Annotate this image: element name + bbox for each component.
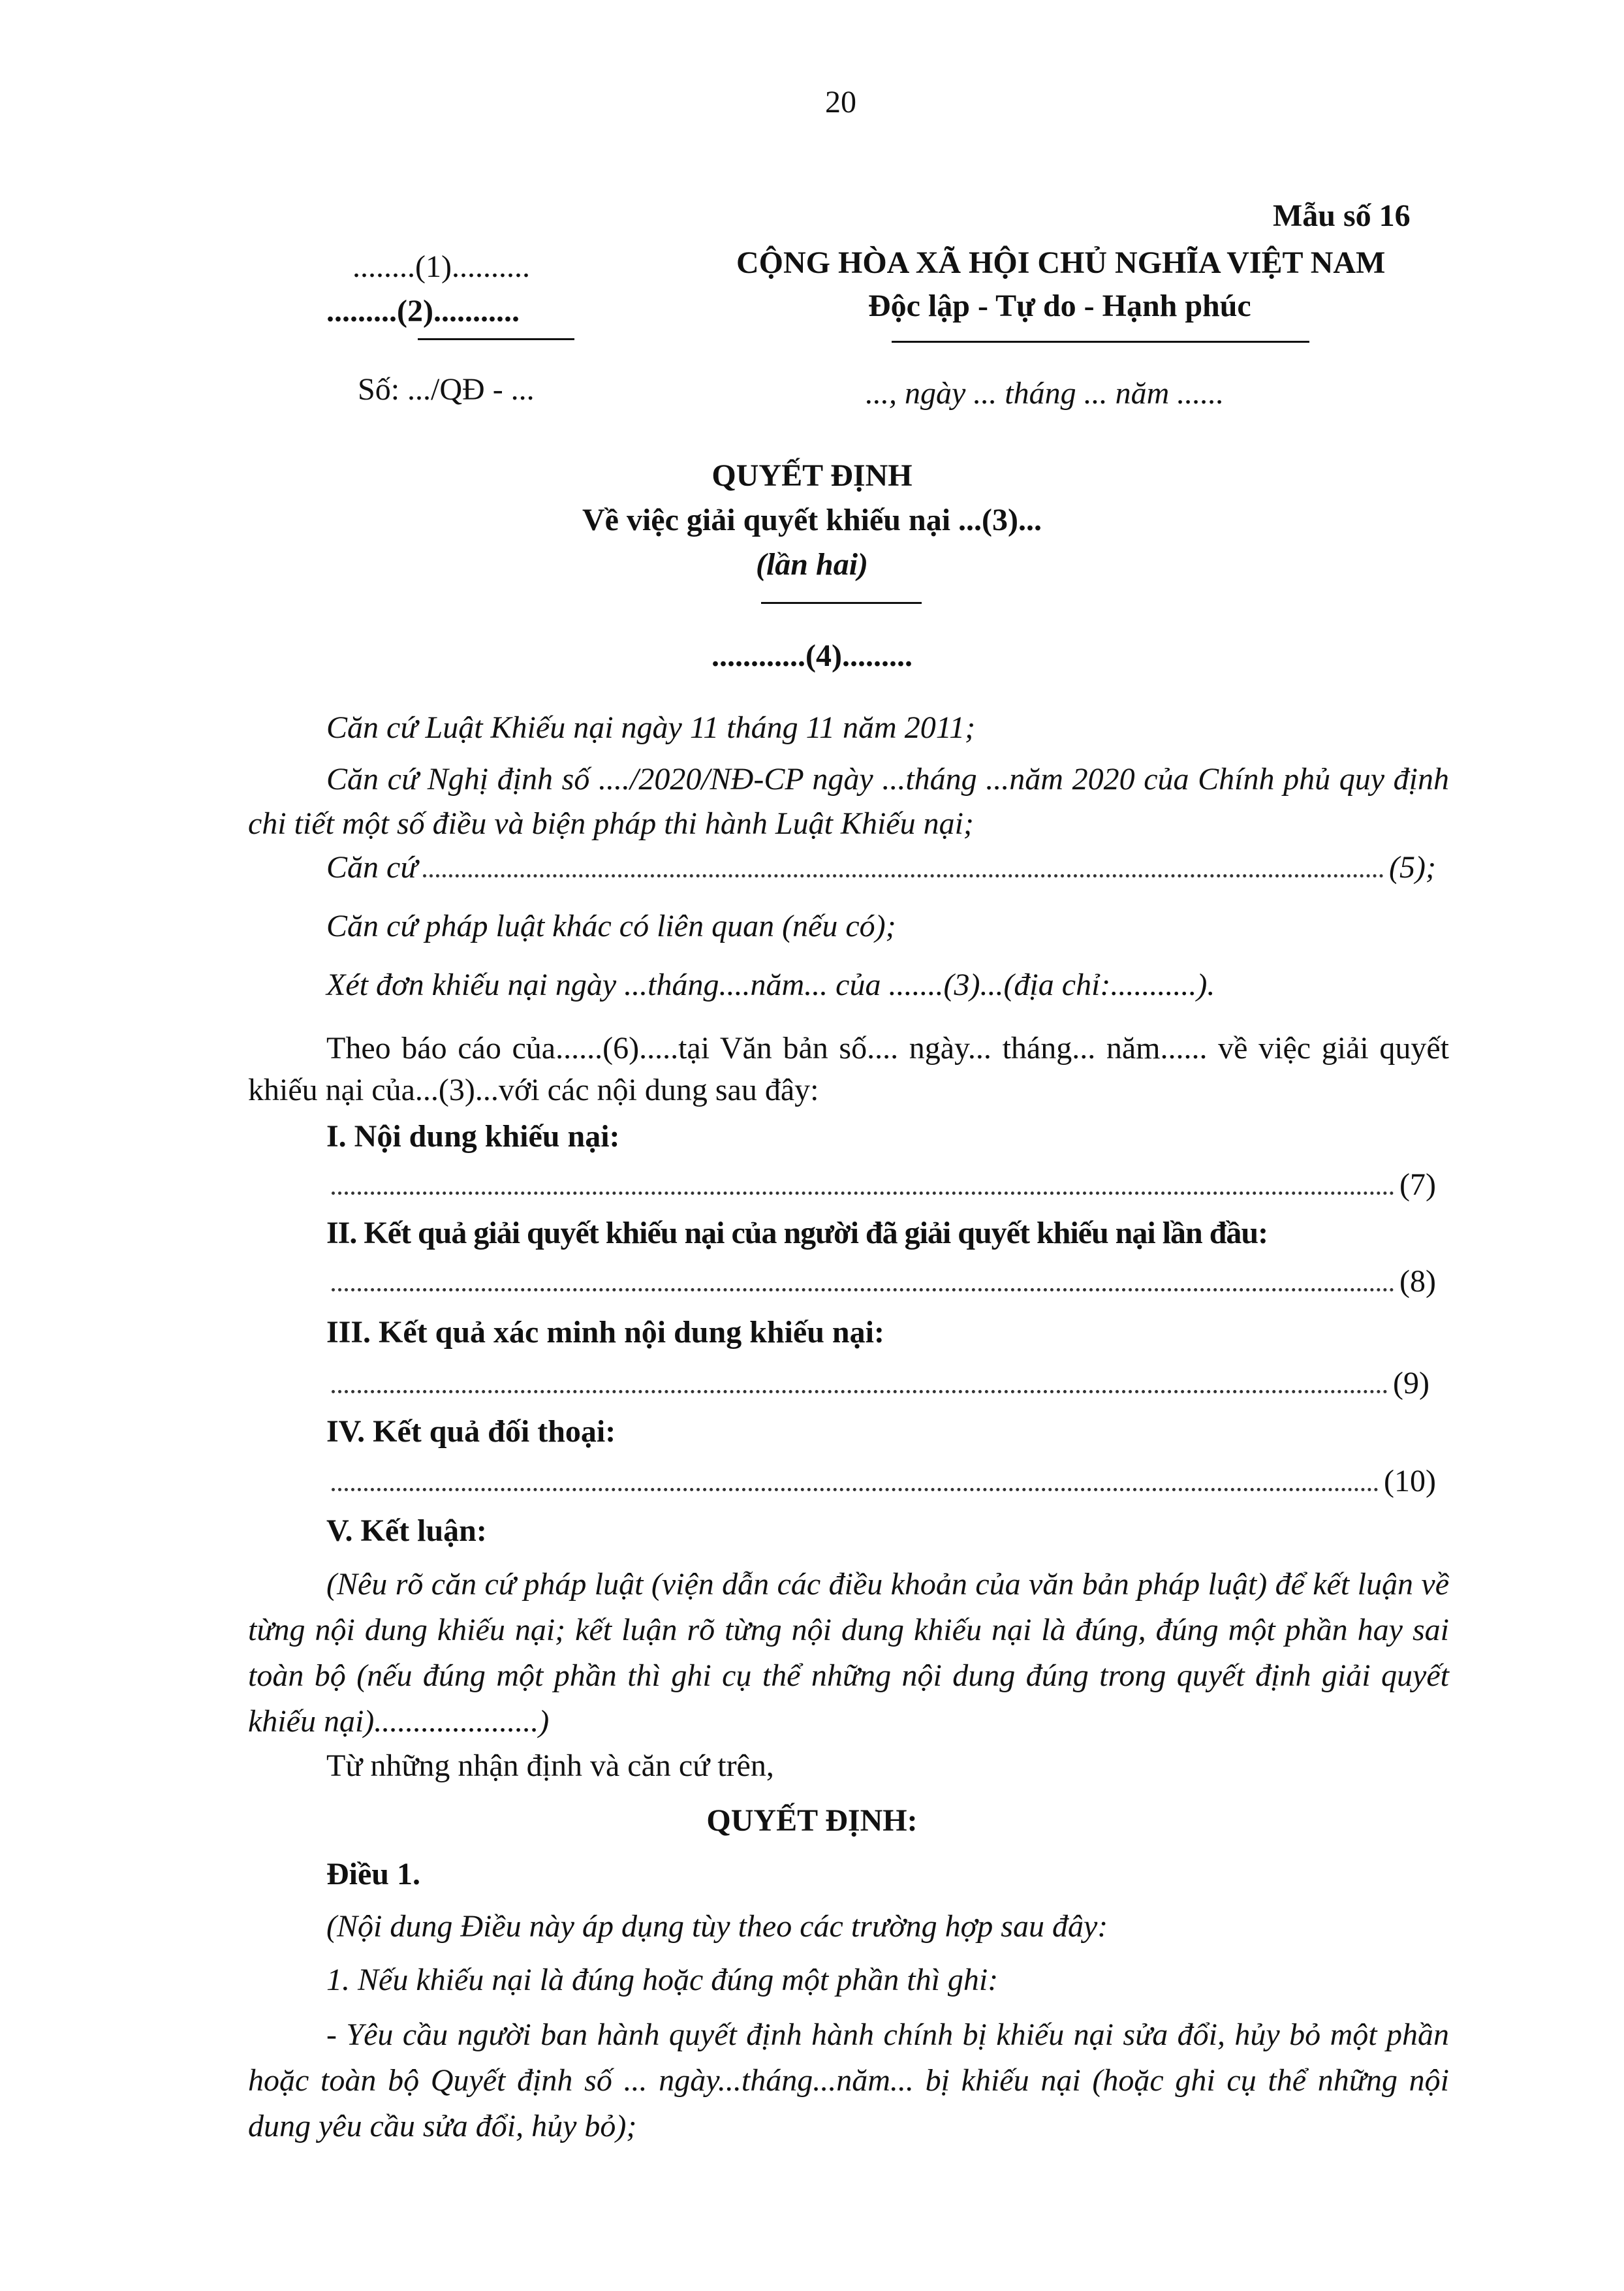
- dotted-fill: [423, 874, 1384, 877]
- section-5-heading: V. Kết luận:: [326, 1513, 487, 1548]
- issuing-body-line2: .........(2)...........: [326, 294, 520, 328]
- dotted-fill: [332, 1390, 1388, 1393]
- deciding-authority: ............(4).........: [711, 639, 913, 673]
- section-2-fill-line: [326, 1263, 1436, 1301]
- basis-complaint-law: Căn cứ Luật Khiếu nại ngày 11 tháng 11 năm 2011;: [326, 710, 976, 745]
- page-number: 20: [825, 85, 856, 119]
- national-motto: Độc lập - Tự do - Hạnh phúc: [868, 289, 1251, 323]
- section-1-fill-line: [326, 1166, 1436, 1204]
- dotted-fill: [332, 1288, 1394, 1291]
- report-paragraph: Theo báo cáo của......(6).....tại Văn bản số.... ngày... tháng... năm...... về việc giải quyết khiếu nại của...(3)...với các nội dung sau đây:: [248, 1031, 1449, 1107]
- section-4-fill-line: [326, 1462, 1436, 1500]
- conclusion-lead: Từ những nhận định và căn cứ trên,: [326, 1748, 774, 1783]
- title-rule: [761, 602, 922, 604]
- conclusion-instructions: (Nêu rõ căn cứ pháp luật (viện dẫn các điều khoản của văn bản pháp luật) để kết luận về từng nội dung khiếu nại; kết luận rõ từng nội dung khiếu nại là đúng, đúng một phần hay sai toàn bộ (nếu đúng một phần thì ghi cụ thể những nội dung đúng trong quyết định giải quyết khiếu nại).....................): [248, 1567, 1449, 1739]
- decision-title: QUYẾT ĐỊNH: [711, 458, 913, 493]
- basis-decree: Căn cứ Nghị định số ..../2020/NĐ-CP ngày ...tháng ...năm 2020 của Chính phủ quy định chi tiết một số điều và biện pháp thi hành Luật Khiếu nại;: [248, 762, 1449, 841]
- issuing-body-line1: ........(1)..........: [352, 249, 530, 284]
- right-header-rule: [892, 341, 1309, 343]
- article-1-case-1: 1. Nếu khiếu nại là đúng hoặc đúng một phần thì ghi:: [326, 1963, 999, 1997]
- section-1-heading: I. Nội dung khiếu nại:: [326, 1119, 620, 1154]
- form-label: Mẫu số 16: [1273, 198, 1411, 233]
- decision-subject: Về việc giải quyết khiếu nại ...(3)...: [582, 503, 1042, 537]
- article-1-intro: (Nội dung Điều này áp dụng tùy theo các trường hợp sau đây:: [326, 1909, 1108, 1944]
- left-header-rule: [418, 338, 574, 340]
- basis-other-document: [326, 849, 1436, 887]
- dotted-fill: [332, 1488, 1379, 1491]
- decision-heading: QUYẾT ĐỊNH:: [706, 1803, 918, 1838]
- section-3-heading: III. Kết quả xác minh nội dung khiếu nại:: [326, 1315, 884, 1350]
- basis-other-ref: (5);: [1389, 850, 1436, 885]
- section-1-ref: (7): [1399, 1167, 1436, 1202]
- issue-date: ..., ngày ... tháng ... năm ......: [866, 376, 1225, 411]
- decision-round: (lần hai): [755, 547, 869, 582]
- article-1-case-1-detail: - Yêu cầu người ban hành quyết định hành chính bị khiếu nại sửa đổi, hủy bỏ một phần hoặc toàn bộ Quyết định số ... ngày...tháng...năm... bị khiếu nại (hoặc ghi cụ thể những nội dung yêu cầu sửa đổi, hủy bỏ);: [248, 2017, 1449, 2143]
- country-name: CỘNG HÒA XÃ HỘI CHỦ NGHĨA VIỆT NAM: [736, 245, 1386, 280]
- article-1-heading: Điều 1.: [326, 1857, 420, 1891]
- section-3-fill-line: [326, 1365, 1429, 1402]
- document-number: Số: .../QĐ - ...: [358, 372, 535, 407]
- section-2-heading: II. Kết quả giải quyết khiếu nại của người đã giải quyết khiếu nại lần đầu:: [326, 1216, 1268, 1250]
- section-2-ref: (8): [1399, 1264, 1436, 1299]
- basis-other-label: Căn cứ: [326, 850, 418, 885]
- dotted-fill: [332, 1192, 1394, 1195]
- basis-related-law: Căn cứ pháp luật khác có liên quan (nếu có);: [326, 909, 896, 943]
- section-4-ref: (10): [1384, 1464, 1436, 1498]
- basis-complaint-letter: Xét đơn khiếu nại ngày ...tháng....năm... của .......(3)...(địa chỉ:...........).: [326, 968, 1215, 1002]
- section-4-heading: IV. Kết quả đối thoại:: [326, 1414, 616, 1449]
- section-3-ref: (9): [1393, 1366, 1429, 1400]
